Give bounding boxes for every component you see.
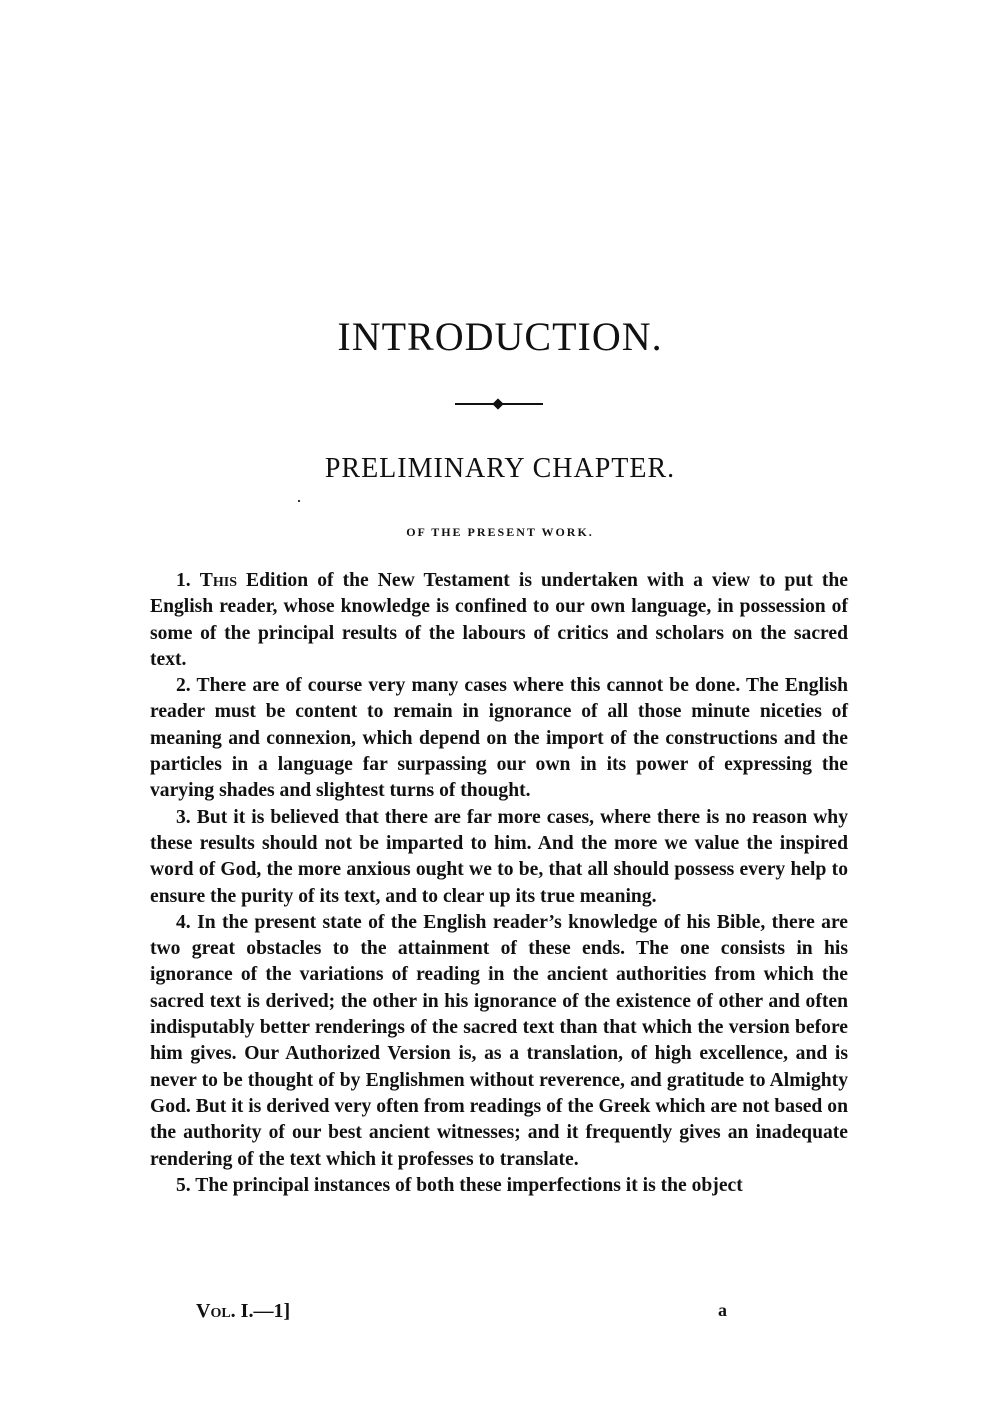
- paragraph-2: [150, 673, 848, 804]
- section-subtitle: OF THE PRESENT WORK.: [406, 525, 594, 539]
- page-title: INTRODUCTION.: [337, 314, 663, 359]
- volume-footer: [196, 1300, 290, 1323]
- paragraph-1: [150, 568, 848, 673]
- signature-mark: a: [718, 1300, 727, 1320]
- paragraph-number: 1.: [176, 570, 191, 591]
- paragraph-text: Edition of the New Testament is undertaken with a view to put the English reader, whose knowledge is confined to our own language, in possession of some of the principal results of the labours of critics and scholars on the sacred text.: [150, 570, 848, 670]
- ornamental-rule-dot: [492, 398, 503, 409]
- paragraph-number: 3.: [176, 806, 191, 828]
- paragraph-text: The principal instances of both these imperfections it is the object: [195, 1174, 743, 1196]
- paragraph-number: 4.: [176, 911, 191, 933]
- body-text: [150, 568, 848, 1199]
- paragraph-text: In the present state of the English reader’s knowledge of his Bible, there are two great obstacles to the attainment of these ends. The one consists in his ignorance of the variations of reading in the ancient authorities from which the sacred text is derived; the other in his ignorance of the existence of other and often indisputably better renderings of the sacred text than that which the version before him gives. Our Authorized Version is, as a translation, of high excellence, and is never to be thought of by Englishmen without reverence, and gratitude to Almighty God. But it is derived very often from readings of the Greek which are not based on the authority of our best ancient witnesses; and it frequently gives an inadequate rendering of the text which it professes to translate.: [150, 911, 849, 1170]
- paragraph-5: [150, 1173, 848, 1199]
- paragraph-number: 5.: [176, 1174, 191, 1196]
- volume-prefix: Vol.: [196, 1300, 236, 1322]
- chapter-heading: PRELIMINARY CHAPTER.: [324, 453, 676, 484]
- paragraph-lead-word: This: [199, 570, 237, 591]
- print-speck: [298, 500, 300, 502]
- paragraph-4: [150, 910, 848, 1173]
- paragraph-text: But it is believed that there are far more cases, where there is no reason why these results should not be imparted to him. And the more we value the inspired word of God, the more anxious ought we to be, that all should possess every help to ensure the purity of its text, and to clear up its true meaning.: [150, 806, 848, 907]
- paragraph-3: [150, 805, 848, 910]
- paragraph-number: 2.: [176, 675, 191, 697]
- volume-number: I.—1]: [235, 1300, 291, 1322]
- paragraph-text: There are of course very many cases where this cannot be done. The English reader must be content to remain in ignorance of all those minute niceties of meaning and connexion, which depend on the import of the constructions and the particles in a language far surpassing our own in its power of expressing the varying shades and slightest turns of thought.: [150, 675, 848, 802]
